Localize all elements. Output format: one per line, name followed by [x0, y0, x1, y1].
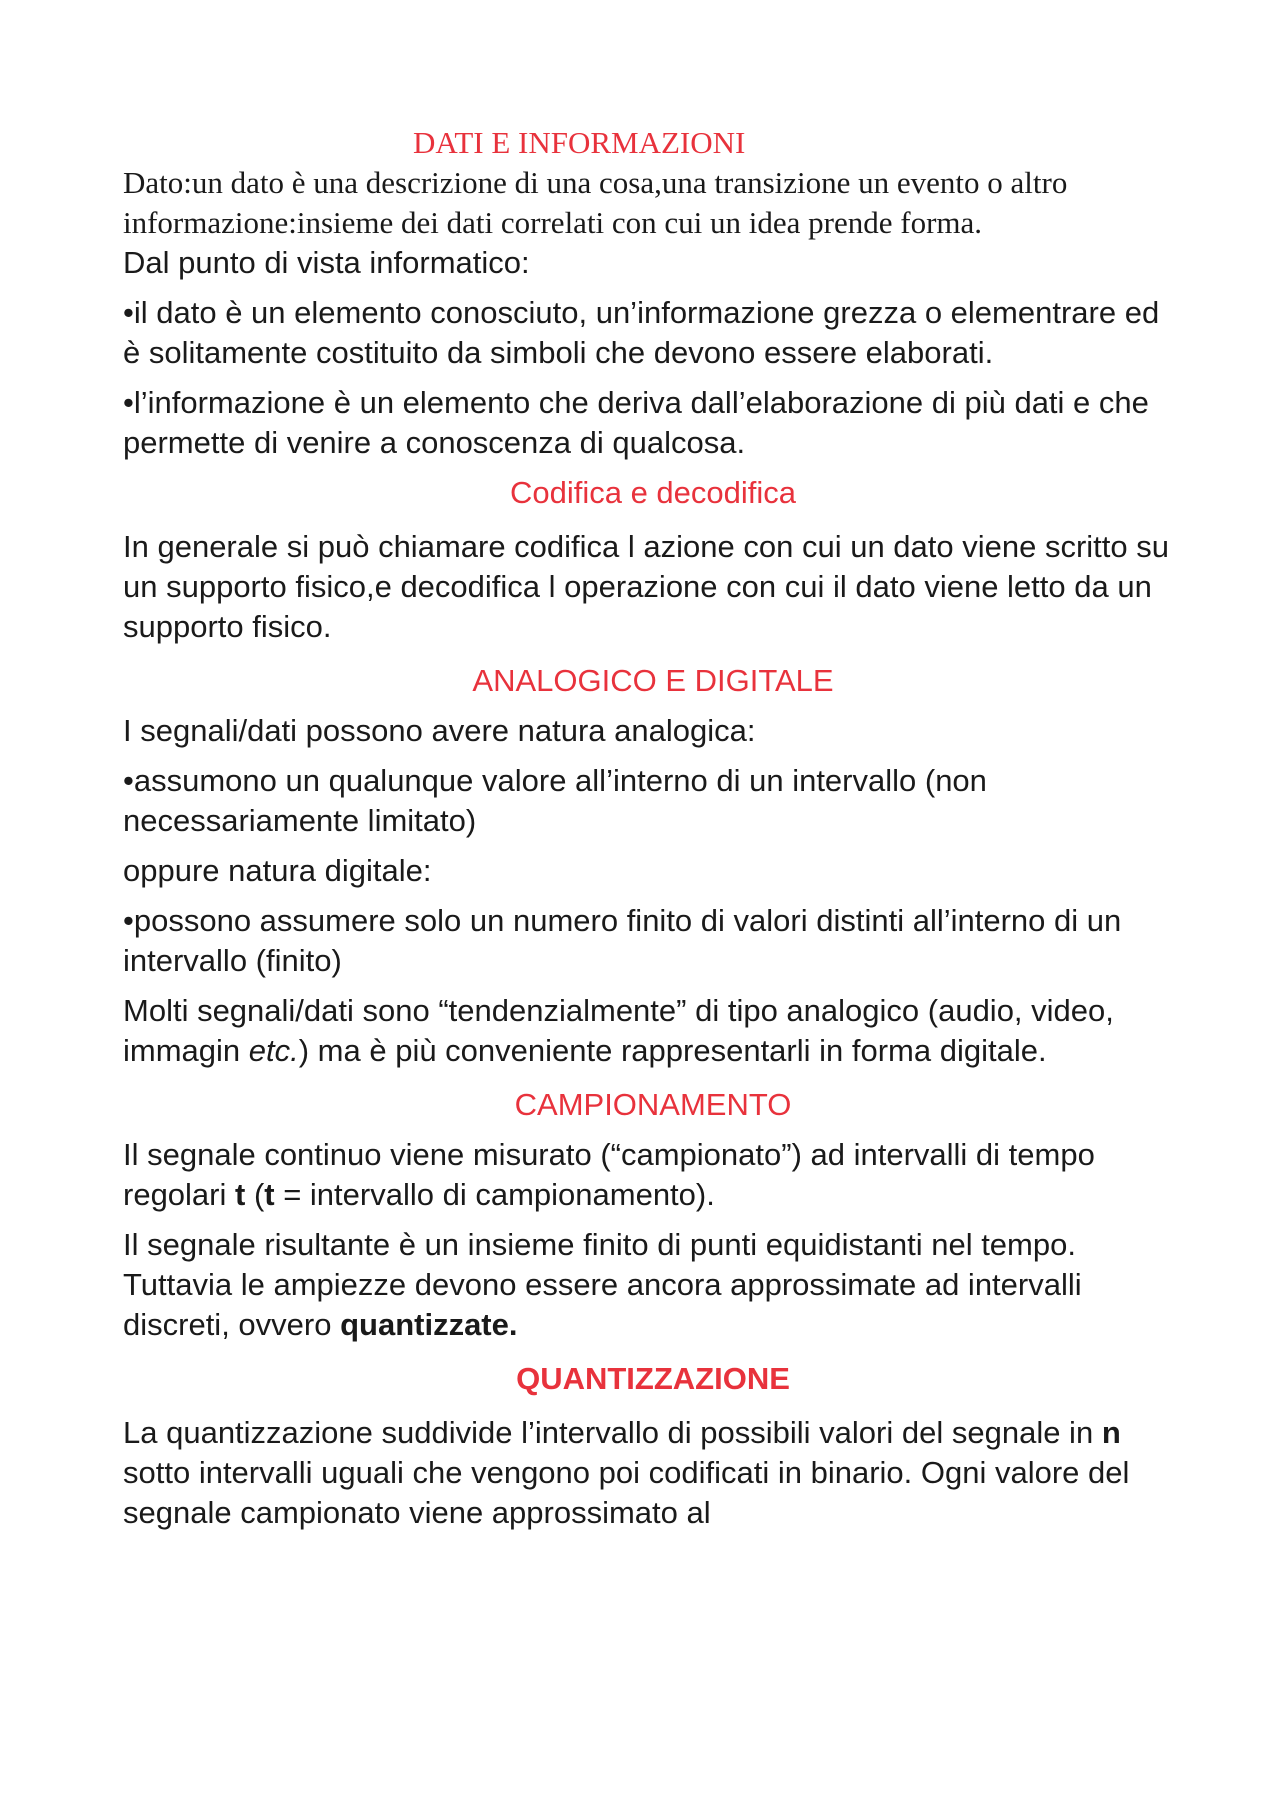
heading-quantizzazione: QUANTIZZAZIONE — [516, 1361, 790, 1396]
text-bold-n: n — [1101, 1415, 1121, 1450]
bullet-analogico: •assumono un qualunque valore all’interno di un intervallo (non necessariamente limitato) — [123, 763, 987, 838]
paragraph-codifica: In generale si può chiamare codifica l azione con cui un dato viene scritto su un supporto fisico,e decodifica l operazione con cui il dato viene letto da un supporto fisico. — [123, 529, 1169, 644]
paragraph-natura-analogica: I segnali/dati possono avere natura analogica: — [123, 713, 756, 748]
text-bold-t: t — [235, 1177, 246, 1212]
text-fragment: ) ma è più conveniente rappresentarli in forma digitale. — [298, 1033, 1047, 1068]
bullet-informazione: •l’informazione è un elemento che deriva dall’elaborazione di più dati e che permette di venire a conoscenza di qualcosa. — [123, 385, 1149, 460]
document-page — [123, 123, 1183, 1533]
text-italic-etc: etc. — [248, 1033, 299, 1068]
bullet-digitale: •possono assumere solo un numero finito di valori distinti all’interno di un intervallo (finito) — [123, 903, 1122, 978]
paragraph-campionamento-2 — [123, 1225, 1183, 1345]
text-fragment: = intervallo di campionamento). — [274, 1177, 715, 1212]
text-bold-quantizzate: quantizzate. — [340, 1307, 518, 1342]
text-fragment: sotto intervalli uguali che vengono poi codificati in binario. Ogni valore del segnale campionato viene approssimato al — [123, 1455, 1130, 1530]
text-fragment: Il segnale continuo viene misurato (“campionato”) ad intervalli di tempo regolari — [123, 1137, 1095, 1212]
text-fragment: ( — [245, 1177, 265, 1212]
text-fragment: La quantizzazione suddivide l’intervallo di possibili valori del segnale in — [123, 1415, 1102, 1450]
bullet-dato: •il dato è un elemento conosciuto, un’informazione grezza o elementrare ed è solitamente costituito da simboli che devono essere elaborati. — [123, 295, 1160, 370]
text-bold-t: t — [264, 1177, 275, 1212]
paragraph-intro: Dal punto di vista informatico: — [123, 245, 530, 280]
text-fragment: Il segnale risultante è un insieme finito di punti equidistanti nel tempo. Tuttavia le ampiezze devono essere ancora approssimate ad intervalli discreti, ovvero — [123, 1227, 1082, 1342]
heading-codifica: Codifica e decodifica — [509, 475, 797, 510]
paragraph-quantizzazione — [123, 1413, 1183, 1533]
paragraph-dato-definition: Dato:un dato è una descrizione di una cosa,una transizione un evento o altro — [123, 165, 1068, 200]
paragraph-informazione-definition: informazione:insieme dei dati correlati con cui un idea prende forma. — [123, 205, 983, 240]
paragraph-molti-segnali — [123, 991, 1183, 1071]
heading-campionamento: CAMPIONAMENTO — [514, 1087, 792, 1122]
heading-analogico-digitale: ANALOGICO E DIGITALE — [472, 663, 834, 698]
heading-dati-e-informazioni: DATI E INFORMAZIONI — [413, 125, 746, 160]
paragraph-natura-digitale: oppure natura digitale: — [123, 853, 432, 888]
paragraph-campionamento-1 — [123, 1135, 1183, 1215]
text-fragment: Molti segnali/dati sono “tendenzialmente” di tipo analogico (audio, video, immagin — [123, 993, 1114, 1068]
